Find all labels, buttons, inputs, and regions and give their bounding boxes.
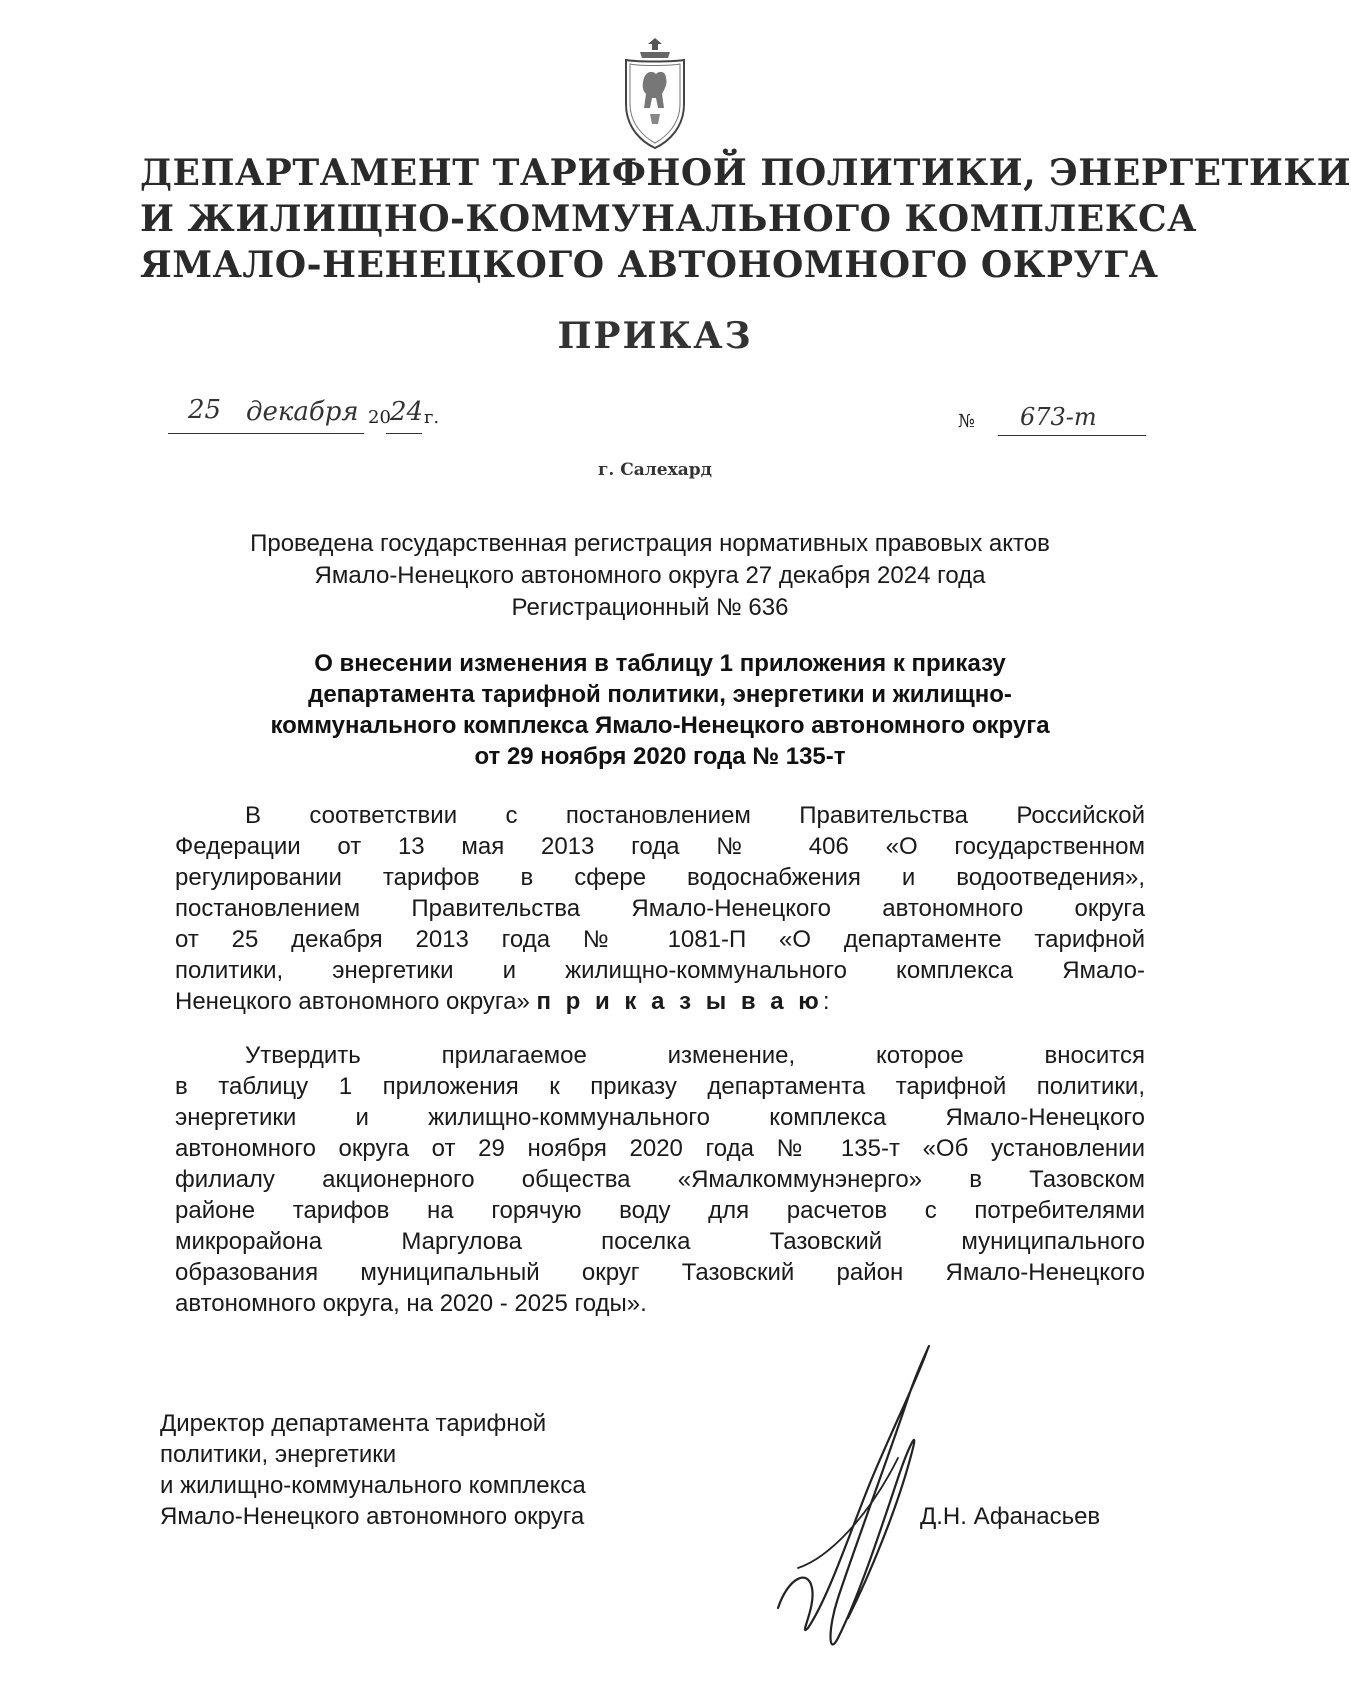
title-line: департамента тарифной политики, энергетики и жилищно-: [308, 681, 1012, 708]
department-line: И ЖИЛИЩНО-КОММУНАЛЬНОГО КОМПЛЕКСА: [140, 198, 1197, 240]
date-day: 25: [188, 395, 222, 425]
paragraph-line-text: Ненецкого автономного округа»: [175, 988, 537, 1015]
paragraph-line: в таблицу 1 приложения к приказу департамента тарифной политики,: [175, 1073, 1145, 1100]
coat-of-arms-icon: [618, 38, 692, 150]
date-underline: [168, 433, 364, 434]
paragraph-line: В соответствии с постановлением Правительства Российской: [245, 802, 1145, 829]
paragraph-line: районе тарифов на горячую воду для расчетов с потребителями: [175, 1197, 1145, 1224]
paragraph-line: Утвердить прилагаемое изменение, которое вносится: [245, 1042, 1145, 1069]
title-line: коммунального комплекса Ямало-Ненецкого автономного округа: [270, 712, 1050, 739]
paragraph-line: постановлением Правительства Ямало-Ненецкого автономного округа: [175, 895, 1145, 922]
paragraph-line: автономного округа, на 2020 - 2025 годы».: [175, 1290, 647, 1317]
paragraph-line: образования муниципальный округ Тазовский район Ямало-Ненецкого: [175, 1259, 1145, 1286]
registration-stamp: [180, 528, 1120, 624]
registration-line: Регистрационный № 636: [511, 594, 789, 621]
number-label: №: [958, 411, 976, 432]
order-number: [958, 405, 1148, 441]
number-value: 673-т: [1020, 403, 1097, 431]
signatory-position: [160, 1408, 720, 1532]
year-underline: [386, 433, 422, 434]
department-header: [140, 150, 1351, 288]
paragraph-line-end: :: [822, 988, 830, 1015]
date-month: декабря: [246, 397, 359, 427]
paragraph-line: автономного округа от 29 ноября 2020 года № 135-т «Об установлении: [175, 1135, 1145, 1162]
position-line: и жилищно-коммунального комплекса: [160, 1472, 586, 1499]
paragraph-line: филиалу акционерного общества «Ямалкоммунэнерго» в Тазовском: [175, 1166, 1145, 1193]
signatory-name: Д.Н. Афанасьев: [920, 1503, 1101, 1530]
document-type: ПРИКАЗ: [557, 315, 753, 357]
registration-line: Ямало-Ненецкого автономного округа 27 декабря 2024 года: [314, 562, 986, 589]
preamble-paragraph: [175, 800, 1145, 1017]
registration-line: Проведена государственная регистрация нормативных правовых актов: [250, 530, 1050, 557]
paragraph-line: микрорайона Маргулова поселка Тазовский муниципального: [175, 1228, 1145, 1255]
city: г. Салехард: [598, 460, 712, 480]
paragraph-line: регулировании тарифов в сфере водоснабжения и водоотведения»,: [175, 864, 1145, 891]
date-year-prefix: 20: [368, 407, 391, 428]
order-keyword: п р и к а з ы в а ю: [536, 988, 823, 1015]
title-line: О внесении изменения в таблицу 1 приложения к приказу: [314, 650, 1006, 677]
order-title: [180, 648, 1140, 772]
department-line: ДЕПАРТАМЕНТ ТАРИФНОЙ ПОЛИТИКИ, ЭНЕРГЕТИКИ: [140, 152, 1351, 194]
position-line: политики, энергетики: [160, 1441, 397, 1468]
position-line: Директор департамента тарифной: [160, 1410, 547, 1437]
number-underline: [998, 435, 1146, 436]
paragraph-last-line: [175, 986, 1145, 1017]
decision-paragraph: [175, 1040, 1145, 1319]
paragraph-line: энергетики и жилищно-коммунального комплекса Ямало-Ненецкого: [175, 1104, 1145, 1131]
position-line: Ямало-Ненецкого автономного округа: [160, 1503, 585, 1530]
date-year-suffix: 24: [390, 397, 424, 427]
paragraph-line: политики, энергетики и жилищно-коммунального комплекса Ямало-: [175, 957, 1145, 984]
order-date: [168, 395, 468, 435]
title-line: от 29 ноября 2020 года № 135-т: [474, 743, 846, 770]
paragraph-line: от 25 декабря 2013 года № 1081-П «О департаменте тарифной: [175, 926, 1145, 953]
department-line: ЯМАЛО-НЕНЕЦКОГО АВТОНОМНОГО ОКРУГА: [140, 244, 1159, 286]
date-year-mark: г.: [424, 407, 440, 428]
paragraph-line: Федерации от 13 мая 2013 года № 406 «О государственном: [175, 833, 1145, 860]
